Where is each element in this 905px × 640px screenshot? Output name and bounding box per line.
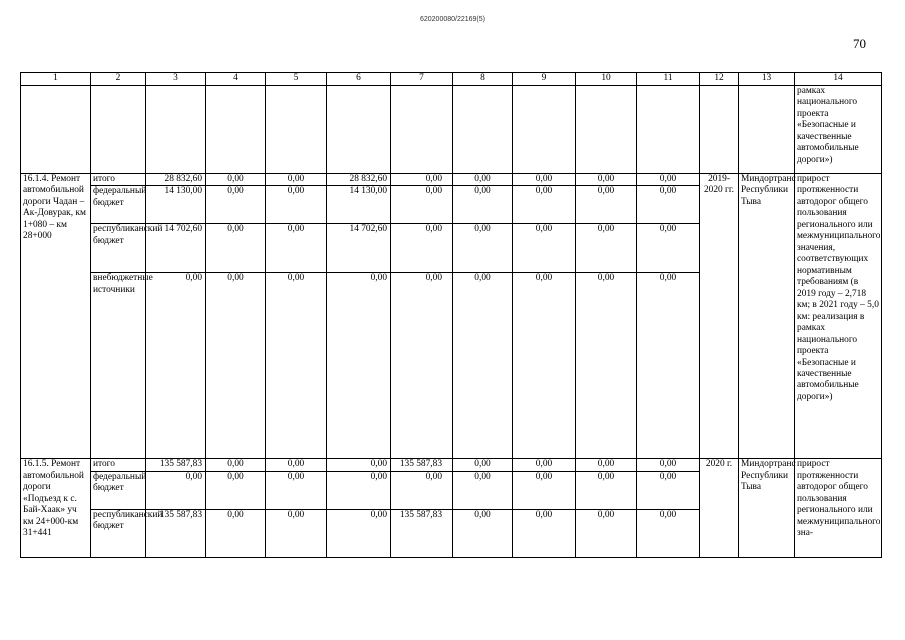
amount-cell: 0,00: [637, 459, 700, 471]
program-table: [20, 72, 882, 558]
table-row: [21, 174, 882, 186]
amount-cell: 135 587,83: [146, 459, 206, 471]
column-header-11: 11: [637, 73, 700, 86]
amount-cell: 0,00: [576, 509, 637, 557]
amount-cell: 0,00: [146, 471, 206, 509]
column-header-12: 12: [700, 73, 739, 86]
funding-source: итого: [91, 174, 146, 186]
amount-cell: 0,00: [206, 273, 266, 459]
amount-cell: 0,00: [576, 224, 637, 273]
amount-cell: 0,00: [513, 186, 576, 224]
header-row: [21, 73, 882, 86]
amount-cell: 0,00: [391, 174, 453, 186]
amount-cell: 135 587,83: [146, 509, 206, 557]
amount-cell: 0,00: [576, 186, 637, 224]
column-header-2: 2: [91, 73, 146, 86]
amount-cell: 0,00: [266, 471, 327, 509]
period: 2020 г.: [700, 459, 739, 557]
amount-cell: 0,00: [453, 509, 513, 557]
amount-cell: 0,00: [391, 186, 453, 224]
amount-cell: 28 832,60: [327, 174, 391, 186]
amount-cell: 0,00: [637, 186, 700, 224]
result-continuation: рамках национального проекта «Безопасные и качественные автомобильные дороги»): [795, 86, 882, 174]
amount-cell: 0,00: [637, 174, 700, 186]
column-header-5: 5: [266, 73, 327, 86]
amount-cell: 0,00: [327, 471, 391, 509]
amount-cell: 0,00: [266, 186, 327, 224]
amount-cell: 0,00: [266, 273, 327, 459]
amount-cell: 0,00: [637, 471, 700, 509]
column-header-3: 3: [146, 73, 206, 86]
measure-name: 16.1.5. Ремонт автомобильной дороги «Подъезд к с. Бай-Хаак» уч км 24+000-км 31+441: [21, 459, 91, 557]
amount-cell: 0,00: [266, 174, 327, 186]
amount-cell: 0,00: [266, 509, 327, 557]
column-header-14: 14: [795, 73, 882, 86]
amount-cell: 0,00: [391, 471, 453, 509]
period: 2019-2020 гг.: [700, 174, 739, 459]
amount-cell: 28 832,60: [146, 174, 206, 186]
amount-cell: 0,00: [453, 224, 513, 273]
executor: Миндортранс Республики Тыва: [739, 174, 795, 459]
amount-cell: 14 130,00: [146, 186, 206, 224]
column-header-4: 4: [206, 73, 266, 86]
amount-cell: 0,00: [453, 471, 513, 509]
amount-cell: 14 130,00: [327, 186, 391, 224]
column-header-8: 8: [453, 73, 513, 86]
amount-cell: 0,00: [391, 273, 453, 459]
amount-cell: 0,00: [637, 224, 700, 273]
amount-cell: 0,00: [391, 224, 453, 273]
measure-name: 16.1.4. Ремонт автомобильной дороги Чадан – Ак-Довурак, км 1+080 – км 28+000: [21, 174, 91, 459]
continuation-row: [21, 86, 882, 174]
amount-cell: 0,00: [513, 471, 576, 509]
amount-cell: 0,00: [513, 273, 576, 459]
amount-cell: 0,00: [266, 459, 327, 471]
column-header-13: 13: [739, 73, 795, 86]
amount-cell: 0,00: [327, 459, 391, 471]
amount-cell: 0,00: [206, 471, 266, 509]
funding-source: федеральный бюджет: [91, 471, 146, 509]
amount-cell: 0,00: [576, 273, 637, 459]
amount-cell: 0,00: [327, 273, 391, 459]
amount-cell: 0,00: [453, 459, 513, 471]
amount-cell: 0,00: [453, 174, 513, 186]
funding-source: республиканский бюджет: [91, 509, 146, 557]
column-header-7: 7: [391, 73, 453, 86]
amount-cell: 0,00: [206, 459, 266, 471]
amount-cell: 0,00: [327, 509, 391, 557]
amount-cell: 0,00: [637, 509, 700, 557]
funding-source: внебюджетные источники: [91, 273, 146, 459]
table-row: [21, 459, 882, 471]
document-id: 620200080/22169(5): [419, 16, 485, 23]
amount-cell: 0,00: [513, 224, 576, 273]
column-header-6: 6: [327, 73, 391, 86]
column-header-10: 10: [576, 73, 637, 86]
amount-cell: 135 587,83: [391, 459, 453, 471]
column-header-9: 9: [513, 73, 576, 86]
amount-cell: 0,00: [206, 509, 266, 557]
amount-cell: 135 587,83: [391, 509, 453, 557]
amount-cell: 0,00: [513, 459, 576, 471]
funding-source: итого: [91, 459, 146, 471]
page-number: 70: [853, 36, 866, 51]
amount-cell: 14 702,60: [146, 224, 206, 273]
amount-cell: 0,00: [576, 459, 637, 471]
amount-cell: 0,00: [453, 273, 513, 459]
amount-cell: 0,00: [576, 174, 637, 186]
amount-cell: 0,00: [637, 273, 700, 459]
expected-result: прирост протяженности автодорог общего пользования регионального или межмуниципального значения, соответствующих нормативным требованиям (в 2019 году – 2,718 км; в 2021 году – 5,0 км: реализация в рамках национального проекта «Безопасные и качественные автомобильные дороги»): [795, 174, 882, 459]
amount-cell: 14 702,60: [327, 224, 391, 273]
amount-cell: 0,00: [513, 509, 576, 557]
funding-source: республиканский бюджет: [91, 224, 146, 273]
amount-cell: 0,00: [576, 471, 637, 509]
amount-cell: 0,00: [266, 224, 327, 273]
amount-cell: 0,00: [513, 174, 576, 186]
amount-cell: 0,00: [206, 186, 266, 224]
amount-cell: 0,00: [206, 174, 266, 186]
amount-cell: 0,00: [206, 224, 266, 273]
amount-cell: 0,00: [453, 186, 513, 224]
expected-result: прирост протяженности автодорог общего пользования регионального или межмуниципального зна-: [795, 459, 882, 557]
column-header-1: 1: [21, 73, 91, 86]
funding-source: федеральный бюджет: [91, 186, 146, 224]
executor: Миндортранс Республики Тыва: [739, 459, 795, 557]
amount-cell: 0,00: [146, 273, 206, 459]
